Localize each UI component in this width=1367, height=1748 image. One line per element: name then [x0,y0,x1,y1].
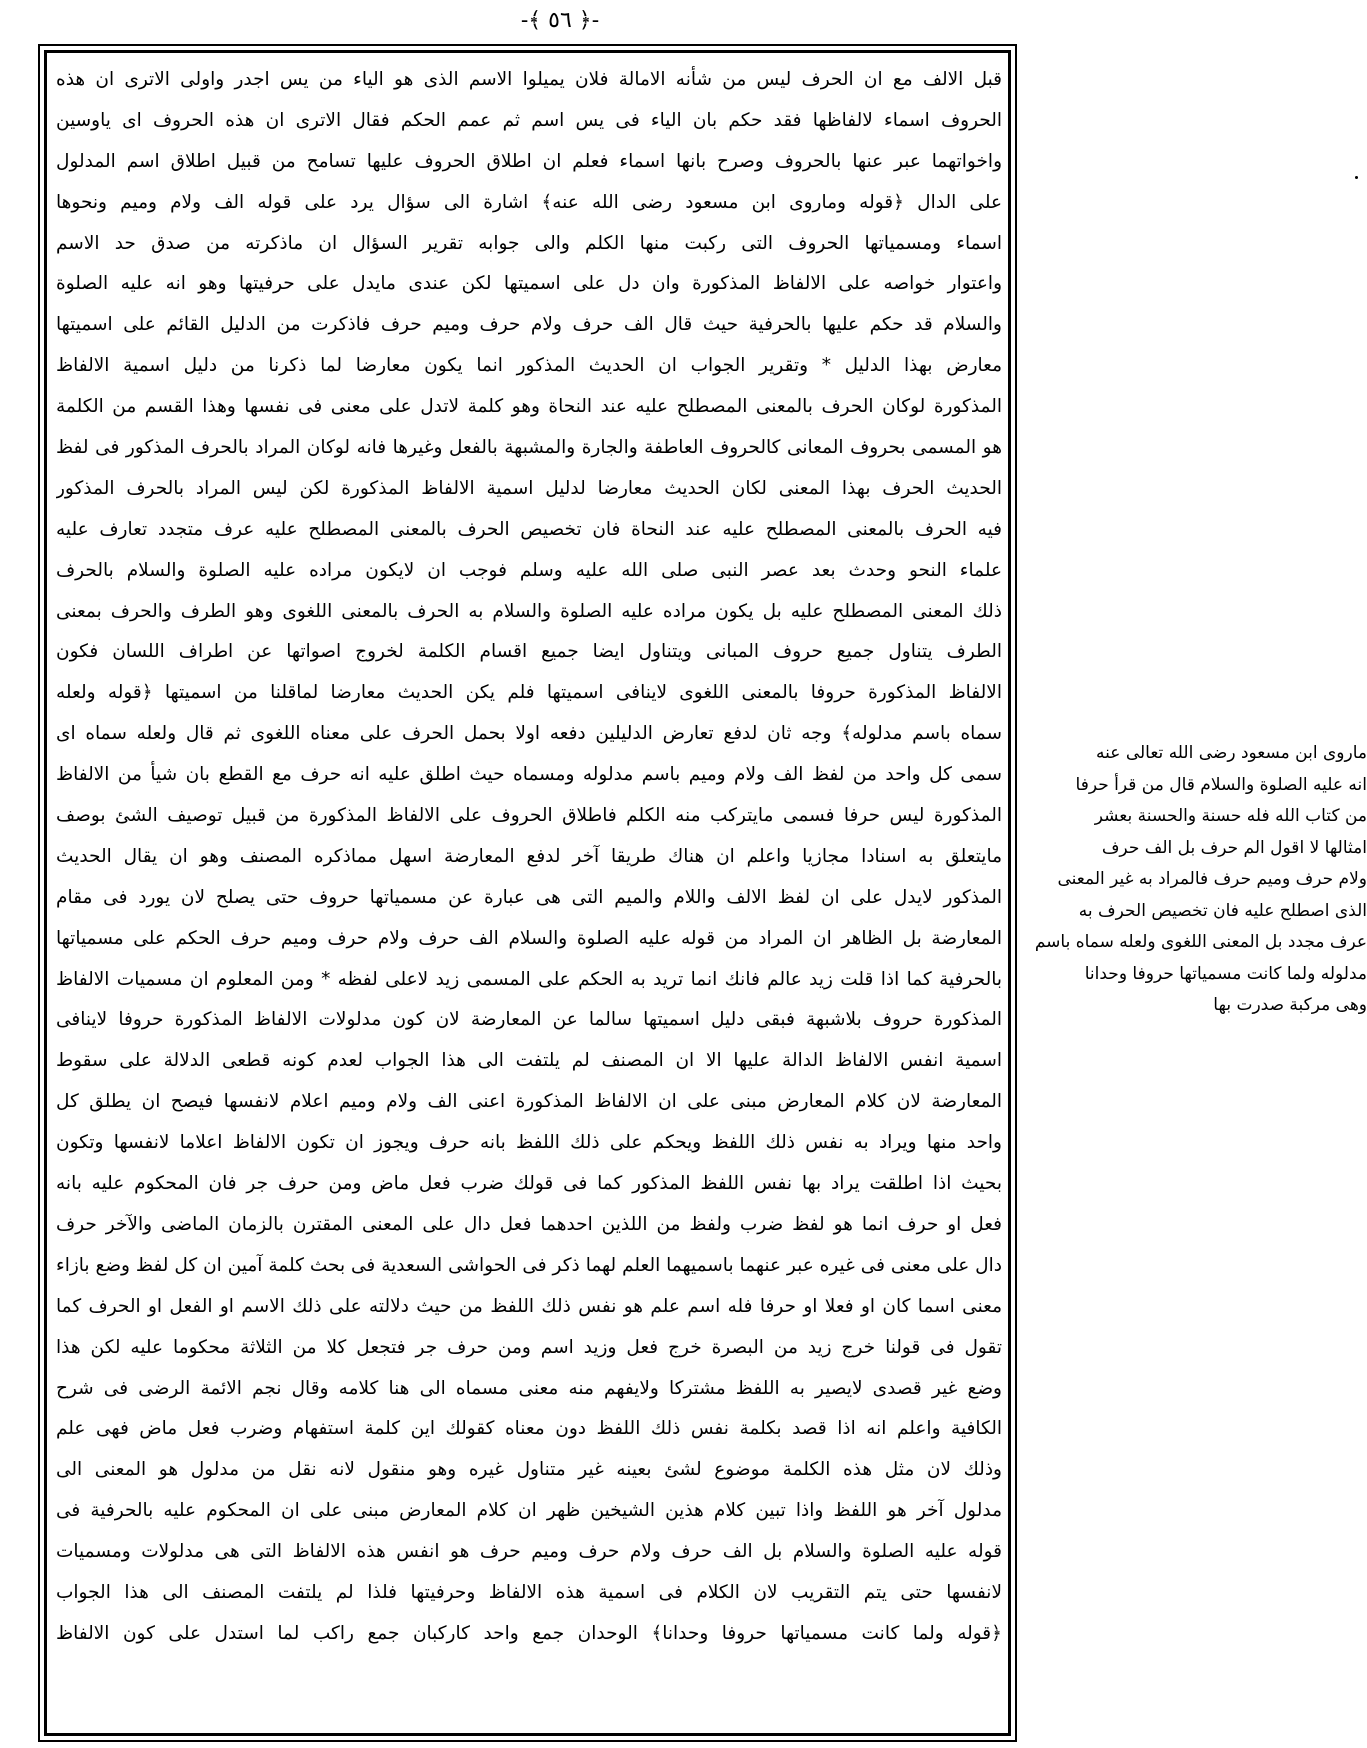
text-line: واحد منها ويراد به نفس ذلك اللفظ ويحكم على ذلك اللفظ بانه حرف ويجوز ان تكون الالفاظ اعلاما لانفسها وتكون [56,1132,1002,1154]
text-line: معارض بهذا الدليل * وتقرير الجواب ان الحديث المذكور انما يكون معارضا لما ذكرنا من دليل اسمية الالفاظ [56,355,1002,377]
text-line: قبل الالف مع ان الحرف ليس من شأنه الامالة فلان يميلوا الاسم الذى هو الياء من يس اجدر واولى الاترى ان هذه [56,69,1002,90]
gloss-line: من كتاب الله فله حسنة والحسنة بعشر [1094,806,1367,826]
text-line: على الدال ﴿قوله وماروى ابن مسعود رضى الله عنه﴾ اشارة الى سؤال يرد على قوله الف ولام وميم ونحوها [56,191,1002,213]
text-line: لانفسها حتى يتم التقريب لان الكلام فى اسمية هذه الالفاظ وحرفيتها فلذا لم يلتفت المصنف الى هذا الجواب [56,1581,1002,1603]
gloss-line: وهى مركبة صدرت بها [1213,995,1367,1015]
text-line: المذكور لايدل على ان لفظ الالف واللام والميم التى هى عبارة عن مسمياتها حروف حتى يصلح لان يورد فى مقام [56,886,1002,908]
text-line: سمى كل واحد من لفظ الف ولام وميم باسم مدلوله ومسماه حيث اطلق عليه انه حرف مع القطع بان شيأ من الالفاظ [56,764,1002,786]
text-line: والسلام قد حكم عليها بالحرفية حيث قال الف حرف ولام حرف وميم حرف فاذكرت من الدليل القائم على اسميتها [56,314,1002,336]
main-text-body [56,60,1002,1736]
text-line: واعتوار خواصه على الالفاظ المذكورة وان دل على اسميتها لكن عندى مايدل على حرفيتها وهو انه عليه الصلوة [56,273,1002,295]
text-line: الكافية واعلم انه اذا قصد بكلمة نفس ذلك اللفظ دون معناه كقولك اين كلمة استفهام وضرب فعل ماض فهى علم [56,1418,1002,1440]
gloss-line: امثالها لا اقول الم حرف بل الف حرف [1101,837,1367,858]
text-line: مدلول آخر هو اللفظ واذا تبين كلام هذين الشيخين ظهر ان كلام المعارض مبنى على ان المحكوم عليه بالحرفية فى [56,1500,1002,1522]
side-gloss [1022,738,1367,1022]
text-line: المذكورة ليس حرفا فسمى مايتركب منه الكلم فاطلاق الحروف على الالفاظ المذكورة من قبيل توصيف الشئ بوصف [56,805,1002,827]
gloss-line: عرف مجدد بل المعنى اللغوى ولعله سماه باسم [1034,932,1367,952]
text-line: قوله عليه الصلوة والسلام بل الف حرف ولام حرف وميم حرف هو انفس هذه الالفاظ التى هى مدلولات ومسميات [56,1541,1002,1563]
text-line: ﴿قوله ولما كانت مسمياتها حروفا وحدانا﴾ الوحدان جمع واحد كاركبان جمع راكب لما استدل على كون الالفاظ [56,1622,1002,1644]
text-line: معنى اسما كان او فعلا او حرفا فله اسم علم هو نفس ذلك اللفظ من حيث دلالته على ذلك الاسم او الفعل او الحرف كما [56,1295,1002,1317]
gloss-line: الذى اصطلح عليه فان تخصيص الحرف به [1078,900,1367,921]
text-line: مايتعلق به اسنادا مجازيا واعلم ان هناك طريقا آخر لدفع المعارضة اسهل مماذكره المصنف وهو ان يقال الحديث [56,845,1002,867]
text-line: فيه الحرف بالمعنى المصطلح عليه عند النحاة فان تخصيص الحرف بالمعنى المصطلح عليه عرف متجدد تعارف عليه [56,518,1002,540]
text-line: وذلك لان مثل هذه الكلمة موضوع لشئ بعينه غير متناول غيره وهو منقول لانه نقل من مدلول هو المعنى الى [56,1459,1002,1481]
text-line: وضع غير قصدى لايصير به اللفظ مشتركا ولايفهم منه معنى مسماه الى هنا كلامه وقال نجم الائمة الرضى فى شرح [56,1377,1002,1399]
text-line: المذكورة حروف بلاشبهة فبقى دليل اسميتها سالما عن المعارضة لان كون مدلولات الالفاظ المذكورة حروفا لاينافى [56,1009,1002,1031]
text-line: سماه باسم مدلوله﴾ وجه ثان لدفع تعارض الدليلين دفعه اولا بحمل الحرف على معناه اللغوى ثم قال ولعله سماه اى [56,723,1002,745]
text-line: المذكورة لوكان الحرف بالمعنى المصطلح عليه عند النحاة وهو كلمة لاتدل على معنى فى نفسها وهذا القسم من الكلمة [56,396,1002,418]
text-line: الالفاظ المذكورة حروفا بالمعنى اللغوى لاينافى اسميتها فلم يكن الحديث معارضا لماقلنا من اسميتها ﴿قوله ولعله [56,682,1002,704]
gloss-line: ولام حرف وميم حرف فالمراد به غير المعنى [1057,869,1367,889]
gloss-line: انه عليه الصلوة والسلام قال من قرأ حرفا [1075,774,1367,795]
text-line: فعل او حرف انما هو لفظ ضرب ولفظ من اللذين احدهما فعل دال على المعنى المقترن بالزمان الماضى والآخر حرف [56,1213,1002,1235]
text-line: بحيث اذا اطلقت يراد بها نفس اللفظ المذكور كما فى قولك ضرب فعل ماض ومن حرف جر فان المحكوم عليه بانه [56,1173,1002,1195]
gloss-line: مدلوله ولما كانت مسمياتها حروفا وحدانا [1084,963,1367,984]
text-line: هو المسمى بحروف المعانى كالحروف العاطفة والجارة والمشبهة بالفعل وغيرها فانه لوكان المراد بالحرف المذكور فى لفظ [56,437,1002,459]
text-line: اسمية انفس الالفاظ الدالة عليها الا ان المصنف لم يلتفت الى هذا الجواب لعدم كونه قطعى الدلالة على سقوط [56,1050,1002,1072]
text-line: واخواتهما عبر عنها بالحروف وصرح بانها اسماء فعلم ان اطلاق الحروف عليها تسامح من قبيل اطلاق اسم المدلول [56,150,1002,172]
text-line: المعارضة بل الظاهر ان المراد من قوله عليه الصلوة والسلام الف حرف ولام حرف وميم حرف الحكم على مسمياتها [56,927,1002,949]
text-line: الطرف يتناول جميع حروف المبانى ويتناول ايضا جميع اقسام الكلمة لخروج اصواتها عن اطراف اللسان فكون [56,641,1002,663]
text-line: دال على معنى فى غيره عبر عنهما باسميهما العلم لهما ذكر فى الحواشى السعدية فى بحث كلمة آمين ان كل لفظ وضع بازاء [56,1254,1002,1276]
text-line: تقول فى قولنا خرج زيد من البصرة خرج فعل وزيد اسم ومن حرف جر فتجعل كلا من الثلاثة محكوما عليه لكن هذا [56,1336,1002,1358]
text-line: بالحرفية كما اذا قلت زيد عالم فانك انما تريد به الحكم على المسمى زيد لاعلى لفظه * ومن المعلوم ان مسميات الالفاظ [56,968,1002,990]
margin-dot [1355,176,1358,179]
text-line: اسماء ومسمياتها الحروف التى ركبت منها الكلم والى جوابه تقرير السؤال ان ماذكرته من صدق حد الاسم [56,232,1002,254]
text-line: الحديث الحرف بهذا المعنى لكان الحديث معارضا لدليل اسمية الالفاظ المذكورة لكن ليس المراد بالحرف المذكور [56,477,1002,499]
page-number: -﴿ ٥٦ ﴾- [520,8,600,33]
text-line: علماء النحو وحدث بعد عصر النبى صلى الله عليه وسلم فوجب ان لايكون مراده عليه الصلوة والسلام بالحرف [56,559,1002,581]
gloss-line: ماروى ابن مسعود رضى الله تعالى عنه [1096,743,1367,763]
text-line: الحروف اسماء لالفاظها فقد حكم بان الياء فى يس اسم ثم عمم الحكم فقال الاترى ان هذه الحروف اى ياوسين [56,109,1002,131]
text-line: المعارضة لان كلام المعارض مبنى على ان الالفاظ المذكورة اعنى الف ولام وميم اعلام لانفسها فيصح ان يطلق كل [56,1091,1002,1113]
text-line: ذلك المعنى المصطلح عليه بل يكون مراده عليه الصلوة والسلام به الحرف بالمعنى اللغوى وهو الطرف والحرف بمعنى [56,600,1002,622]
